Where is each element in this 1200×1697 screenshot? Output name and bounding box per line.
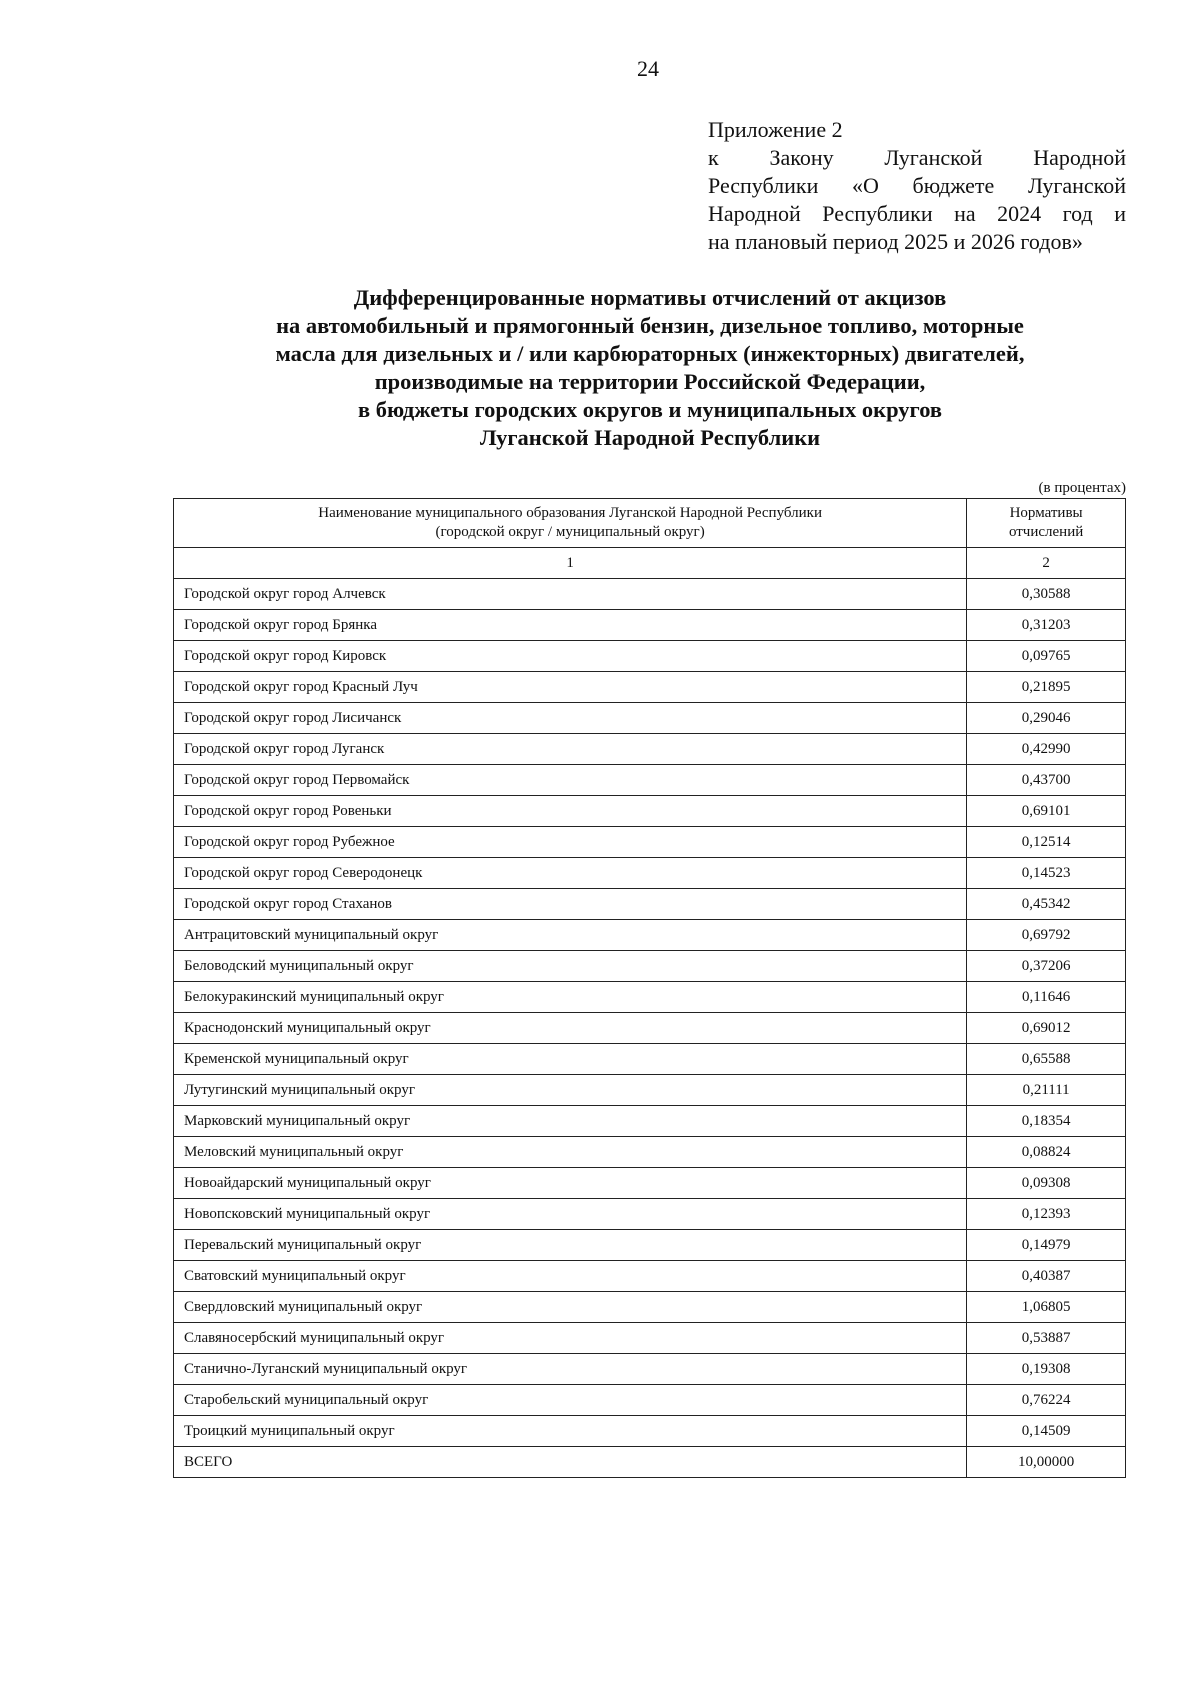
norm-value: 0,37206: [967, 951, 1126, 982]
table-header-row: [174, 499, 1126, 548]
table-row: [174, 672, 1126, 703]
table-row: [174, 920, 1126, 951]
municipality-name: Городской округ город Кировск: [174, 641, 967, 672]
municipality-name: Городской округ город Алчевск: [174, 579, 967, 610]
municipality-name: Марковский муниципальный округ: [174, 1106, 967, 1137]
norm-value: 0,14509: [967, 1416, 1126, 1447]
table-row: [174, 1230, 1126, 1261]
municipality-name: Свердловский муниципальный округ: [174, 1292, 967, 1323]
table-row: [174, 610, 1126, 641]
title-line: производимые на территории Российской Федерации,: [374, 369, 926, 394]
table-row: [174, 827, 1126, 858]
municipality-name: Краснодонский муниципальный округ: [174, 1013, 967, 1044]
annex-line: Народной Республики на 2024 год и: [708, 201, 1126, 226]
norm-value: 0,12393: [967, 1199, 1126, 1230]
norm-value: 1,06805: [967, 1292, 1126, 1323]
title-line: Луганской Народной Республики: [479, 425, 821, 450]
norm-value: 0,45342: [967, 889, 1126, 920]
norm-value: 0,21895: [967, 672, 1126, 703]
municipality-name: Новоайдарский муниципальный округ: [174, 1168, 967, 1199]
norm-value: 0,19308: [967, 1354, 1126, 1385]
title-line: в бюджеты городских округов и муниципальных округов: [357, 397, 943, 422]
table-row: [174, 951, 1126, 982]
norm-value: 0,29046: [967, 703, 1126, 734]
title-line: на автомобильный и прямогонный бензин, дизельное топливо, моторные: [276, 313, 1024, 338]
municipality-name: Городской округ город Северодонецк: [174, 858, 967, 889]
norm-value: 0,43700: [967, 765, 1126, 796]
header-value-line2: отчислений: [1008, 524, 1084, 540]
table-row: [174, 1075, 1126, 1106]
table-row: [174, 579, 1126, 610]
municipality-name: Городской округ город Рубежное: [174, 827, 967, 858]
municipality-name: Перевальский муниципальный округ: [174, 1230, 967, 1261]
table-row: [174, 1323, 1126, 1354]
page-number: 24: [637, 56, 659, 81]
table-row: [174, 796, 1126, 827]
norm-value: 0,09308: [967, 1168, 1126, 1199]
norm-value: 10,00000: [967, 1447, 1126, 1478]
annex-line: Приложение 2: [708, 117, 843, 142]
table-row: [174, 1199, 1126, 1230]
total-row: [174, 1447, 1126, 1478]
municipality-name: Старобельский муниципальный округ: [174, 1385, 967, 1416]
municipality-name: Беловодский муниципальный округ: [174, 951, 967, 982]
norm-value: 0,42990: [967, 734, 1126, 765]
norm-value: 0,76224: [967, 1385, 1126, 1416]
table-row: [174, 1044, 1126, 1075]
table-row: [174, 1292, 1126, 1323]
annex-line: Республики «О бюджете Луганской: [708, 173, 1126, 198]
municipality-name: Городской округ город Луганск: [174, 734, 967, 765]
table-row: [174, 1385, 1126, 1416]
header-value: [967, 499, 1126, 548]
norm-value: 0,69101: [967, 796, 1126, 827]
municipality-name: Новопсковский муниципальный округ: [174, 1199, 967, 1230]
table-row: [174, 982, 1126, 1013]
norm-value: 0,14523: [967, 858, 1126, 889]
municipality-name: Городской округ город Брянка: [174, 610, 967, 641]
table-row: [174, 1354, 1126, 1385]
municipality-name: Городской округ город Стаханов: [174, 889, 967, 920]
norm-value: 0,53887: [967, 1323, 1126, 1354]
municipality-name: Станично-Луганский муниципальный округ: [174, 1354, 967, 1385]
norms-table: [173, 498, 1126, 1478]
annex-line: к Закону Луганской Народной: [708, 145, 1126, 170]
table-row: [174, 1261, 1126, 1292]
table-row: [174, 858, 1126, 889]
units-note: (в процентах): [1038, 480, 1126, 496]
municipality-name: Кременской муниципальный округ: [174, 1044, 967, 1075]
norm-value: 0,30588: [967, 579, 1126, 610]
table-row: [174, 765, 1126, 796]
column-number-row: [174, 548, 1126, 579]
norm-value: 0,21111: [967, 1075, 1126, 1106]
column-number-2: 2: [967, 548, 1126, 579]
norm-value: 0,65588: [967, 1044, 1126, 1075]
municipality-name: Сватовский муниципальный округ: [174, 1261, 967, 1292]
table-row: [174, 641, 1126, 672]
municipality-name: Антрацитовский муниципальный округ: [174, 920, 967, 951]
table-row: [174, 703, 1126, 734]
norm-value: 0,11646: [967, 982, 1126, 1013]
norm-value: 0,12514: [967, 827, 1126, 858]
norm-value: 0,69792: [967, 920, 1126, 951]
title-line: масла для дизельных и / или карбюраторных (инжекторных) двигателей,: [275, 341, 1025, 366]
municipality-name: Белокуракинский муниципальный округ: [174, 982, 967, 1013]
municipality-name: Городской округ город Ровеньки: [174, 796, 967, 827]
table-body: [174, 548, 1126, 1478]
municipality-name: Лутугинский муниципальный округ: [174, 1075, 967, 1106]
column-number-1: 1: [174, 548, 967, 579]
municipality-name: Меловский муниципальный округ: [174, 1137, 967, 1168]
norm-value: 0,08824: [967, 1137, 1126, 1168]
annex-reference: [708, 116, 1126, 256]
table-row: [174, 1013, 1126, 1044]
municipality-name: Городской округ город Красный Луч: [174, 672, 967, 703]
norm-value: 0,14979: [967, 1230, 1126, 1261]
norm-value: 0,31203: [967, 610, 1126, 641]
norm-value: 0,69012: [967, 1013, 1126, 1044]
table-row: [174, 1168, 1126, 1199]
table-row: [174, 1106, 1126, 1137]
municipality-name: Городской округ город Первомайск: [174, 765, 967, 796]
municipality-name: ВСЕГО: [174, 1447, 967, 1478]
norm-value: 0,18354: [967, 1106, 1126, 1137]
table-row: [174, 734, 1126, 765]
annex-line: на плановый период 2025 и 2026 годов»: [708, 229, 1083, 254]
municipality-name: Славяносербский муниципальный округ: [174, 1323, 967, 1354]
municipality-name: Троицкий муниципальный округ: [174, 1416, 967, 1447]
table-row: [174, 1137, 1126, 1168]
title-line: Дифференцированные нормативы отчислений от акцизов: [353, 285, 947, 310]
header-name: [174, 499, 967, 548]
document-title: [200, 284, 1100, 452]
table-row: [174, 1416, 1126, 1447]
norm-value: 0,09765: [967, 641, 1126, 672]
table-row: [174, 889, 1126, 920]
header-name-line1: Наименование муниципального образования Луганской Народной Республики: [318, 505, 822, 521]
header-value-line1: Нормативы: [1009, 505, 1083, 521]
norm-value: 0,40387: [967, 1261, 1126, 1292]
header-name-line2: (городской округ / муниципальный округ): [435, 524, 705, 540]
municipality-name: Городской округ город Лисичанск: [174, 703, 967, 734]
